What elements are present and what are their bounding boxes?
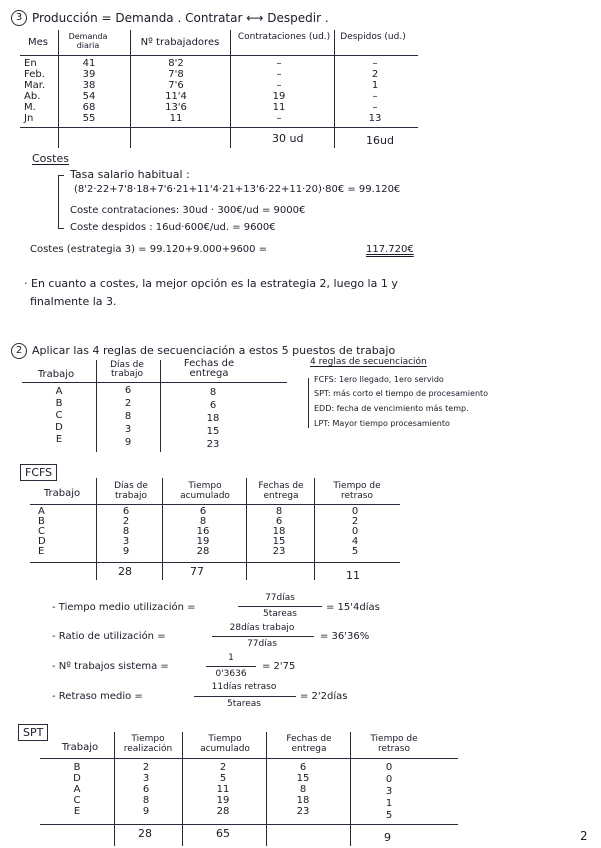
spt-fechas-cell: 18 [296, 795, 310, 806]
spt-trabajo-cell: A [73, 784, 81, 795]
table1-mes-cell: M. [24, 102, 36, 113]
fcfs-col-retraso [348, 507, 362, 557]
spt-fechas-cell: 6 [299, 762, 307, 773]
table1-despidos-cell: – [372, 102, 378, 113]
fcfs-fechas-cell: 8 [275, 506, 283, 517]
table1-demanda-cell: 55 [82, 113, 96, 124]
fcfs-col-rule-2 [162, 478, 163, 580]
fcfs-dias-cell: 6 [122, 506, 130, 517]
regla-lpt: LPT: Mayor tiempo procesamiento [314, 419, 450, 428]
spt-total-acumulado: 65 [216, 827, 230, 840]
fcfs-header-trabajo: Trabajo [43, 488, 81, 499]
fcfs-col-fechas [268, 507, 290, 557]
table2-dias-cell: 2 [124, 398, 132, 409]
table1-contrataciones-cell: 11 [272, 102, 286, 113]
formula-1-denominator: 5tareas [262, 609, 297, 619]
table1-header-demanda: Demanda diaria [68, 32, 108, 50]
regla-spt: SPT: más corto el tiempo de procesamiento [314, 389, 489, 398]
table1-trabajadores-cell: 7'8 [168, 69, 184, 80]
table2-fechas-cell: 6 [209, 400, 217, 411]
fcfs-dias-cell: 9 [122, 546, 130, 557]
table1-contrataciones-cell: 19 [272, 91, 286, 102]
table1-despidos-cell: 1 [371, 80, 379, 91]
table1-mes-cell: Ab. [24, 91, 41, 102]
table1-despidos-cell: 13 [368, 113, 382, 124]
table1-demanda-cell: 41 [82, 58, 96, 69]
table1-demanda-cell: 68 [82, 102, 96, 113]
spt-total-realizacion: 28 [138, 827, 152, 840]
section-3-title: Producción = Demanda . Contratar ⟷ Despedir . [32, 11, 329, 25]
spt-fechas-cell: 15 [296, 773, 310, 784]
costes-bracket-bottom [58, 228, 64, 229]
section-number-2: 2 [11, 343, 27, 359]
spt-trabajo-cell: D [73, 773, 81, 784]
table1-col-rule-4 [334, 30, 335, 148]
spt-trabajo-cell: B [73, 762, 81, 773]
formula-2-label: - Ratio de utilización = [52, 631, 166, 642]
fcfs-retraso-cell: 2 [351, 516, 359, 527]
formula-1-numerator: 77días [265, 593, 295, 603]
conclusion-line-2: finalmente la 3. [30, 295, 117, 308]
table2-trabajo-cell: B [55, 398, 63, 409]
spt-trabajo-cell: C [73, 795, 81, 806]
fcfs-header-rule [30, 504, 400, 505]
table2-fechas-cell: 23 [206, 439, 220, 450]
table2-fechas-cell: 8 [209, 387, 217, 398]
spt-header-realizacion: Tiempo realización [123, 734, 173, 754]
table2-dias-cell: 3 [124, 424, 132, 435]
spt-realizacion-cell: 9 [142, 806, 150, 817]
regla-fcfs: FCFS: 1ero llegado, 1ero servido [314, 375, 444, 384]
table1-contrataciones-cell: – [276, 69, 282, 80]
formula-3-result: = 2'75 [262, 661, 296, 672]
fcfs-acumulado-cell: 28 [196, 546, 210, 557]
section-2-title: Aplicar las 4 reglas de secuenciación a estos 5 puestos de trabajo [32, 344, 396, 357]
fcfs-header-retraso: Tiempo de retraso [333, 481, 381, 501]
table2-col-trabajo [52, 386, 66, 446]
table1-col-demanda [74, 58, 104, 124]
fcfs-col-dias [118, 507, 134, 557]
table2-header-dias: Días de trabajo [110, 360, 144, 379]
fcfs-dias-cell: 8 [122, 526, 130, 537]
table1-despidos-cell: – [372, 58, 378, 69]
spt-total-rule [40, 824, 458, 825]
spt-retraso-cell: 0 [385, 774, 393, 785]
reglas-bracket [308, 378, 309, 428]
spt-retraso-cell: 1 [385, 798, 393, 809]
spt-header-fechas: Fechas de entrega [286, 734, 332, 754]
fcfs-header-dias: Días de trabajo [114, 481, 148, 501]
formula-4-label: - Retraso medio = [52, 691, 143, 702]
spt-header-rule [40, 758, 458, 759]
spt-header-retraso: Tiempo de retraso [370, 734, 418, 754]
table1-demanda-cell: 54 [82, 91, 96, 102]
table1-header-trabajadores: Nº trabajadores [140, 37, 220, 48]
spt-acumulado-cell: 5 [219, 773, 227, 784]
table1-trabajadores-cell: 13'6 [165, 102, 187, 113]
table1-col-contrataciones [264, 58, 294, 124]
fcfs-trabajo-cell: D [38, 536, 46, 547]
formula-1-result: = 15'4días [326, 602, 380, 613]
regla-edd: EDD: fecha de vencimiento más temp. [314, 404, 469, 413]
table1-header-contrataciones: Contrataciones (ud.) [237, 32, 331, 42]
table2-header-trabajo: Trabajo [37, 369, 75, 380]
table1-contrataciones-cell: – [276, 80, 282, 91]
spt-fechas-cell: 8 [299, 784, 307, 795]
formula-1-fraction-bar [238, 606, 322, 607]
fcfs-total-rule [30, 562, 400, 563]
costes-total-label: Costes (estrategia 3) = 99.120+9.000+9600 = [30, 244, 268, 255]
table1-contrataciones-cell: – [276, 58, 282, 69]
formula-2-fraction-bar [212, 636, 314, 637]
table2-trabajo-cell: E [55, 434, 63, 445]
table1-col-rule-1 [58, 30, 59, 148]
spt-col-rule-1 [114, 732, 115, 846]
table2-trabajo-cell: D [55, 422, 63, 433]
fcfs-total-retraso: 11 [346, 569, 360, 582]
table2-trabajo-cell: A [55, 386, 63, 397]
table2-header-fechas: Fechas de entrega [183, 358, 235, 379]
formula-3-denominator: 0'3636 [215, 669, 247, 679]
section-number-3: 3 [11, 10, 27, 26]
formula-1-label: - Tiempo medio utilización = [52, 602, 196, 613]
table1-col-trabajadores [158, 58, 194, 124]
spt-header-acumulado: Tiempo acumulado [200, 734, 250, 754]
conclusion-line-1: · En cuanto a costes, la mejor opción es la estrategia 2, luego la 1 y [24, 277, 398, 290]
table2-trabajo-cell: C [55, 410, 63, 421]
table1-total-despidos: 16ud [366, 134, 394, 147]
formula-2-denominator: 77días [247, 639, 277, 649]
spt-header-trabajo: Trabajo [61, 742, 99, 753]
spt-realizacion-cell: 3 [142, 773, 150, 784]
fcfs-total-acumulado: 77 [190, 565, 204, 578]
table2-dias-cell: 6 [124, 385, 132, 396]
table2-header-rule [22, 382, 287, 383]
spt-col-rule-3 [266, 732, 267, 846]
formula-3-fraction-bar [206, 666, 256, 667]
table1-total-rule [20, 127, 418, 128]
spt-retraso-cell: 5 [385, 810, 393, 821]
spt-col-realizacion [138, 762, 154, 817]
spt-col-retraso [382, 762, 396, 822]
fcfs-retraso-cell: 4 [351, 536, 359, 547]
fcfs-trabajo-cell: E [38, 546, 45, 557]
spt-acumulado-cell: 28 [216, 806, 230, 817]
formula-4-fraction-bar [194, 696, 296, 697]
table1-demanda-cell: 39 [82, 69, 96, 80]
costes-total-value: 117.720€ [366, 244, 414, 255]
costes-line-3: Coste contrataciones: 30ud · 300€/ud = 9000€ [70, 205, 306, 216]
table1-trabajadores-cell: 8'2 [168, 58, 184, 69]
table1-trabajadores-cell: 7'6 [168, 80, 184, 91]
formula-4-numerator: 11días retraso [211, 682, 277, 692]
spt-acumulado-cell: 19 [216, 795, 230, 806]
table1-col-rule-3 [230, 30, 231, 148]
table2-fechas-cell: 18 [206, 413, 220, 424]
fcfs-fechas-cell: 18 [272, 526, 286, 537]
table1-mes-cell: Feb. [24, 69, 45, 80]
spt-label-box: SPT [18, 724, 48, 741]
formula-2-numerator: 28días trabajo [229, 623, 295, 633]
table1-trabajadores-cell: 11'4 [165, 91, 187, 102]
spt-col-rule-2 [182, 732, 183, 846]
fcfs-col-rule-4 [314, 478, 315, 580]
spt-col-acumulado [212, 762, 234, 817]
costes-line-4: Coste despidos : 16ud·600€/ud. = 9600€ [70, 222, 276, 233]
costes-line-2: (8'2·22+7'8·18+7'6·21+11'4·21+13'6·22+11·20)·80€ = 99.120€ [74, 184, 401, 195]
fcfs-col-rule-3 [246, 478, 247, 580]
spt-retraso-cell: 3 [385, 786, 393, 797]
table2-col-dias [120, 384, 136, 449]
table1-mes-cell: En [24, 58, 37, 69]
spt-fechas-cell: 23 [296, 806, 310, 817]
spt-acumulado-cell: 2 [219, 762, 227, 773]
formula-3-numerator: 1 [228, 653, 234, 663]
fcfs-acumulado-cell: 16 [196, 526, 210, 537]
costes-bracket-top [58, 175, 64, 176]
table1-mes-cell: Jn [24, 113, 34, 124]
fcfs-acumulado-cell: 6 [199, 506, 207, 517]
table2-col-fechas [202, 386, 224, 451]
table2-col-rule-2 [160, 360, 161, 452]
costes-title: Costes [32, 152, 69, 165]
table2-dias-cell: 8 [124, 411, 132, 422]
fcfs-fechas-cell: 15 [272, 536, 286, 547]
spt-acumulado-cell: 11 [216, 784, 230, 795]
table1-header-despidos: Despidos (ud.) [340, 32, 406, 42]
table1-col-mes [24, 58, 45, 124]
table1-col-despidos [360, 58, 390, 124]
fcfs-total-dias: 28 [118, 565, 132, 578]
formula-4-result: = 2'2días [300, 691, 348, 702]
spt-retraso-cell: 0 [385, 762, 393, 773]
table2-dias-cell: 9 [124, 437, 132, 448]
spt-realizacion-cell: 6 [142, 784, 150, 795]
table1-demanda-cell: 38 [82, 80, 96, 91]
fcfs-retraso-cell: 5 [351, 546, 359, 557]
fcfs-trabajo-cell: A [38, 506, 45, 517]
table1-col-rule-2 [130, 30, 131, 148]
page-number: 2 [580, 829, 588, 843]
fcfs-dias-cell: 3 [122, 536, 130, 547]
formula-3-label: - Nº trabajos sistema = [52, 661, 169, 672]
spt-realizacion-cell: 2 [142, 762, 150, 773]
formula-2-result: = 36'36% [320, 631, 370, 642]
spt-realizacion-cell: 8 [142, 795, 150, 806]
fcfs-label-box: FCFS [20, 464, 57, 481]
fcfs-trabajo-cell: B [38, 516, 45, 527]
fcfs-col-acumulado [192, 507, 214, 557]
fcfs-fechas-cell: 6 [275, 516, 283, 527]
fcfs-col-rule-1 [96, 478, 97, 580]
spt-col-rule-4 [350, 732, 351, 846]
table1-despidos-cell: – [372, 91, 378, 102]
table1-header-mes: Mes [28, 37, 48, 48]
costes-bracket [58, 175, 59, 228]
fcfs-retraso-cell: 0 [351, 506, 359, 517]
spt-trabajo-cell: E [73, 806, 81, 817]
spt-col-fechas [292, 762, 314, 817]
table1-despidos-cell: 2 [371, 69, 379, 80]
fcfs-col-trabajo [38, 507, 46, 557]
spt-total-retraso: 9 [384, 831, 391, 844]
fcfs-acumulado-cell: 8 [199, 516, 207, 527]
table1-mes-cell: Mar. [24, 80, 46, 91]
reglas-title: 4 reglas de secuenciación [310, 357, 427, 367]
fcfs-header-fechas: Fechas de entrega [258, 481, 304, 501]
table1-contrataciones-cell: – [276, 113, 282, 124]
table1-trabajadores-cell: 11 [169, 113, 183, 124]
table1-total-contrataciones: 30 ud [272, 132, 304, 145]
fcfs-acumulado-cell: 19 [196, 536, 210, 547]
spt-col-trabajo [70, 762, 84, 817]
table1-header-rule [20, 55, 418, 56]
fcfs-retraso-cell: 0 [351, 526, 359, 537]
fcfs-trabajo-cell: C [38, 526, 45, 537]
fcfs-header-acumulado: Tiempo acumulado [180, 481, 230, 501]
formula-4-denominator: 5tareas [226, 699, 261, 709]
table2-fechas-cell: 15 [206, 426, 220, 437]
table2-col-rule-1 [96, 360, 97, 452]
fcfs-fechas-cell: 23 [272, 546, 286, 557]
fcfs-dias-cell: 2 [122, 516, 130, 527]
costes-line-1: Tasa salario habitual : [70, 168, 190, 181]
